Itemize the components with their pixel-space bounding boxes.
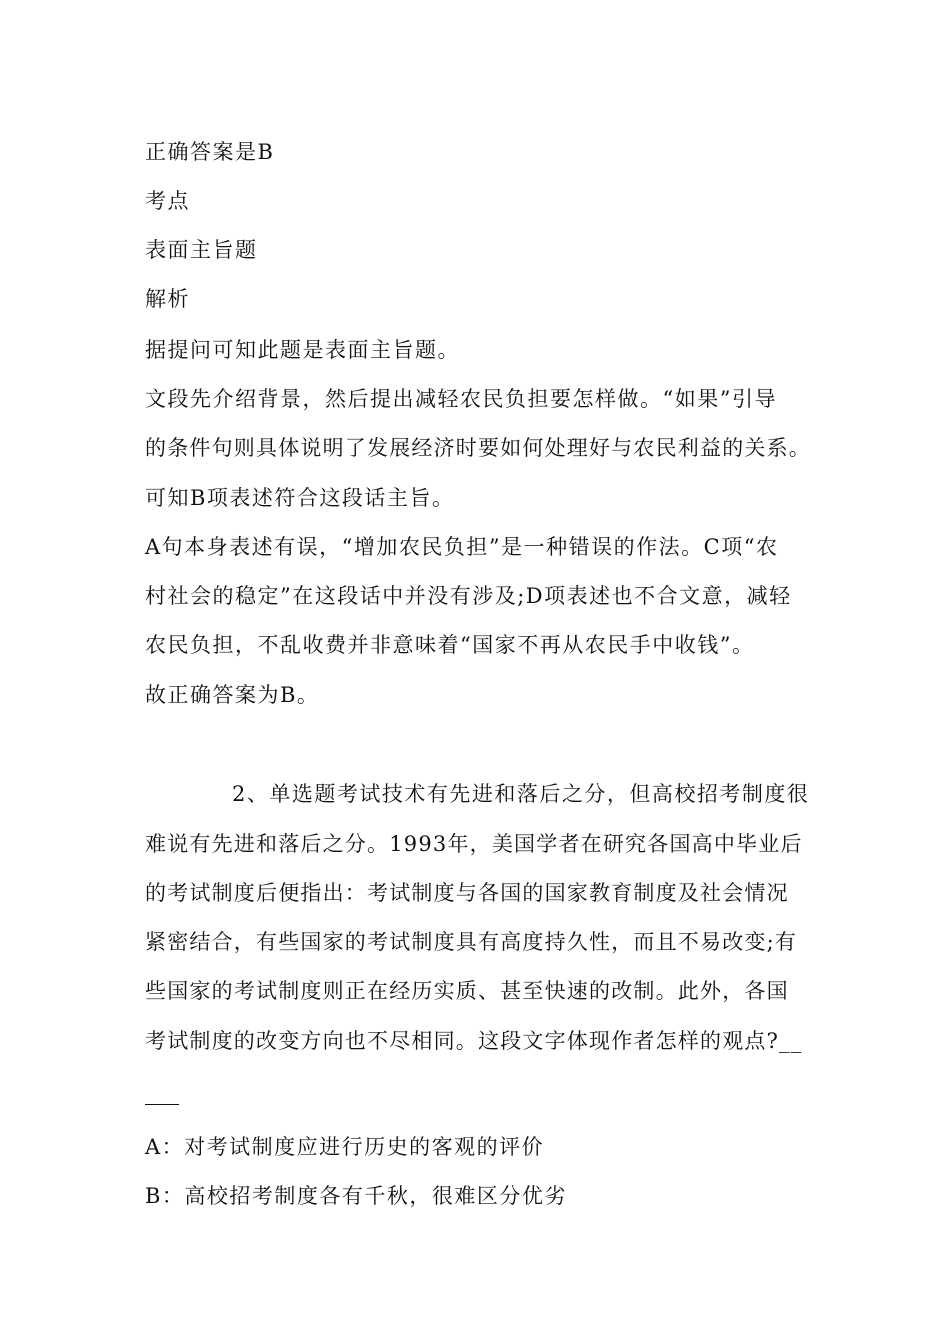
option-b: B：高校招考制度各有千秋，很难区分优劣 xyxy=(145,1184,567,1208)
question-stem-line: 紧密结合，有些国家的考试制度具有高度持久性，而且不易改变;有 xyxy=(145,930,798,954)
analysis-line: 据提问可知此题是表面主旨题。 xyxy=(145,338,460,362)
question-stem-line: 考试制度的改变方向也不尽相同。这段文字体现作者怎样的观点?__ xyxy=(145,1029,803,1053)
question-stem-line: 的考试制度后便指出：考试制度与各国的国家教育制度及社会情况 xyxy=(145,881,789,905)
kaodian-heading: 考点 xyxy=(145,189,190,213)
question-stem-line: 2、单选题考试技术有先进和落后之分，但高校招考制度很 xyxy=(232,782,810,806)
analysis-line: 农民负担，不乱收费并非意味着“国家不再从农民手中收钱”。 xyxy=(145,633,755,657)
jiexi-heading: 解析 xyxy=(145,287,190,311)
analysis-line: 村社会的稳定”在这段话中并没有涉及;D项表述也不合文意，减轻 xyxy=(145,584,792,608)
answer-blank-underline xyxy=(145,1104,179,1105)
correct-answer-text: 正确答案是B xyxy=(145,140,275,164)
analysis-line: 文段先介绍背景，然后提出减轻农民负担要怎样做。“如果”引导 xyxy=(145,387,777,411)
analysis-line: 可知B项表述符合这段话主旨。 xyxy=(145,486,455,510)
option-a: A：对考试制度应进行历史的客观的评价 xyxy=(145,1135,545,1159)
kaodian-value: 表面主旨题 xyxy=(145,238,258,262)
analysis-line: 的条件句则具体说明了发展经济时要如何处理好与农民利益的关系。 xyxy=(145,436,811,460)
question-stem-line: 难说有先进和落后之分。1993年，美国学者在研究各国高中毕业后 xyxy=(145,832,803,856)
conclusion-text: 故正确答案为B。 xyxy=(145,683,320,707)
analysis-line: A句本身表述有误，“增加农民负担”是一种错误的作法。C项“农 xyxy=(145,535,779,559)
question-stem-line: 些国家的考试制度则正在经历实质、甚至快速的改制。此外，各国 xyxy=(145,979,789,1003)
